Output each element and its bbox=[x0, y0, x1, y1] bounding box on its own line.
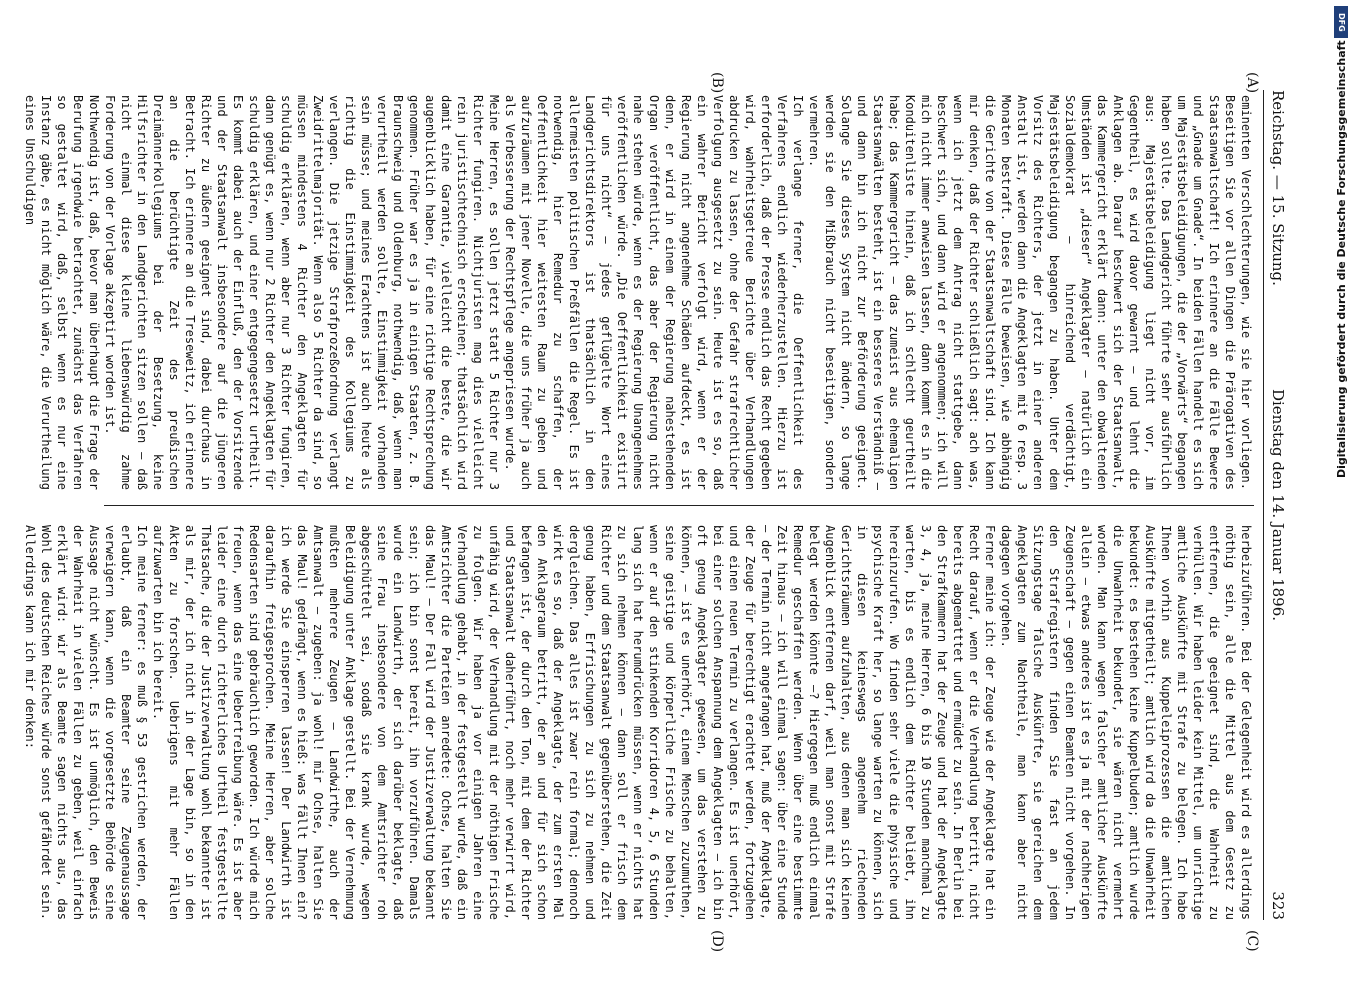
dfg-logo: DFG bbox=[1334, 6, 1348, 38]
header-rule bbox=[1263, 90, 1264, 920]
header-session: Reichstag. — 15. Sitzung. bbox=[1269, 90, 1287, 286]
paragraph: Ich meine ferner: es muß § 53 gestrichen werden, der erlaubt, daß ein Beamter seine Zeugenaussage verweigern kann, wenn die vorgesetzte Behörde seine Aussage nicht wünscht. Es ist unmöglich, den Beweis der Wahrheit in vielen Fällen zu geben, weil einfach erklärt wird: wir als Beamte sagen nichts aus, das Wohl des deutschen Reiches würde sonst gefährdet sein. Allerdings kann ich mir denken: bbox=[23, 525, 149, 920]
paragraph: Nothwendig ist, daß, bevor man überhaupt die Frage der Berufung irgendwie betrachtet, zunächst das Verfahren so gestaltet wird, daß, selbst wenn es nur eine Instanz gäbe, es nicht möglich wäre, die Verurtheilung eines Unschuldigen bbox=[23, 95, 101, 490]
column-divider bbox=[104, 505, 1254, 506]
margin-marker-a: (A) bbox=[1244, 72, 1260, 94]
page-number: 323 bbox=[1269, 891, 1287, 920]
paragraph: Ferner meine ich: der Zeuge wie der Angeklagte hat ein Recht darauf, wenn er die Verhandlung betritt, nicht bereits abgematttet und ermüdet zu sein. In Berlin bei den Strafkammern hat der Zeuge und hat der Angeklagte 3, 4, ja, meine Herren, 6 bis 10 Stunden manchmal zu warten, bis es endlich dem Richter beliebt, ihn hereinzurufen. Wo finden sehr viele die physische und psychische Kraft her, so lange warten zu können, sich in diesen keineswegs angenehm riechenden Gerichtsräumen aufzuhalten, aus denen man sich keinen Augenblick entfernen darf, weil man sonst mit Strafe belegt werden könnte —? Hiergegen muß endlich einmal Remedur geschaffen werden. Wenn über eine bestimmte Zeit hinaus — ich will einmal sagen: über eine Stunde — der Termin nicht angefangen hat, muß der Angeklagte, der Zeuge für berechtigt erachtet werden, fortzugehen und einen neuen Termin zu verlangen. Es ist unerhört, bei einer solchen Anspannung dem Angeklagten — ich bin oft genug Angeklagter gewesen, um das verstehen zu können, — ist es unerhört, einem Menschen zuzumuthen, seine geistige und körperliche Frische zu behalten, wenn er auf den stinkenden Korridoren 4, 5, 6 Stunden lang sich hat herumdrücken müssen, wenn er nichts hat zu sich nehmen können — dann soll er frisch dem Richter und dem Staatsanwalt gegenüberstehen, die Zeit genug haben, Erfrischungen zu sich zu nehmen und dergleichen. Das alles ist zwar rein formal; dennoch wirkt es so, daß der Angeklagte, der zum ersten Mal den Anklageraum betritt, der an und für sich schon befangen ist, der durch den Ton, mit dem der Richter und Staatsanwalt daherführt, noch mehr verwirrt wird, unfähig wird, der Verhandlung mit der nöthigen Frische zu folgen. Wir haben ja vor einigen Jahren eine Verhandlung gehabt, in der festgestellt wurde, daß ein Amtsrichter die Parteien anredete: Ochse, halten Sie das Maul! — Der Fall wird der Justizverwaltung bekannt sein; ich bin sonst bereit, ihn vorzuführen. Damals wurde ein Landwirth, der sich darüber beklagte, daß seine Frau insbesondere von dem Amtsrichter roh abgeschüttelt sei, sodaß sie krank wurde, wegen Beleidigung unter Anklage gestellt. Bei der Vernehmung mußten mehrere Zeugen — Landwirthe, auch der Amtsanwalt — zugeben: ja wohl! mir Ochse, halten Sie das Maul! gedrängt, wenn es hieß: was fällt Ihnen ein? ich werde Sie einsperren lassen! Der Landwirth ist daraufhin freigesprochen. Meine Herren, aber solche Redensarten sind gebräuchlich geworden. Ich würde mich freuen, wenn das eine Uebertreibung wäre. Es ist aber leider eine durch richterliches Urtheil festgestellte Thatsache, die der Justizverwaltung wohl bekannter ist als mir, der ich nicht in der Lage bin, so in den Akten zu forschen. Uebrigens mit mehr Fällen aufzuwarten bin ich bereit. bbox=[151, 525, 997, 920]
page-header bbox=[1266, 90, 1290, 920]
left-column bbox=[23, 95, 1254, 490]
paragraph: eminenten Verschlechterungen, wie sie hier vorliegen. Beseitigen Sie vor allen Dingen die Prärogativen des Staatsanwaltschaft! Ich erinnere an die Fälle Bewere und „Gnade um Gnade“. In beiden Fällen handelt es sich um Majestätsbeleidigungen, die der „Vorwärts“ begangen haben sollte. Das Landgericht führte sehr ausführlich aus: Majestätsbeleidigung liegt nicht vor, im Gegentheil, es wird davor gewarnt — und lehnt die Anklagen ab. Darauf beschwert sich der Staatsanwalt, das Kammergericht erklärt dann: unter den obwaltenden Umständen ist „dieser“ Angeklagter — natürlich ein Sozialdemokrat — hinreichend verdächtigt, Majestätsbeleidigung begangen zu haben. Unter dem Vorsitz des Richters, der jetzt in einer anderen Anstalt ist, werden dann die Angeklagten mit 6 resp. 3 Monaten bestraft. Diese Fälle beweisen, wie abhängig die Gerichte von der Staatsanwaltschaft sind. Ich kann mir denken, daß der Richter schließlich sagt: ach was, wenn ich jetzt dem Antrag nicht stattgebe, dann beschwert sich, und dann wird er angenommen; ich will mich nicht immer anweisen lassen, dann kommt es in die Konduitenliste hinein, daß ich schlecht geurtheilt habe; das Kammergericht — das zumeist aus ehemaligen Staatsanwälten besteht, ist ein besseres Verständniß — und dann bin ich nicht zur Beförderung geeignet. Solange Sie dieses System nicht ändern, so lange werden sie den Mißbrauch nicht beseitigen, sondern vermehren. bbox=[807, 95, 1253, 490]
margin-marker-b: (B) bbox=[709, 72, 725, 94]
digitization-note: Digitalisierung gefördert durch die Deutsche Forschungsgemeinschaft bbox=[1335, 40, 1348, 478]
header-date: Dienstag den 14. Januar 1896. bbox=[1269, 388, 1287, 622]
margin-marker-c: (C) bbox=[1244, 930, 1260, 952]
margin-marker-d: (D) bbox=[709, 930, 725, 953]
paragraph: herbeizuführen. Bei der Gelegenheit wird es allerdings nöthig sein, alle die Mittel aus dem Gesetz zu entfernen, die geeignet sind, die Wahrheit zu verhüllen. Wir haben leider kein Mittel, um unrichtige amtliche Auskünfte mit Strafe zu belegen. Ich habe Ihnen vorhin aus Kuppeleiprozessen die amtlichen Auskünfte mitgetheilt; amtlich wird da die Unwahrheit bekundet: es bestehen keine Kuppelbuden; amtlich wurde die Unwahrheit bekundet, sie wären nicht vermehrt worden. Man kann wegen falscher amtlicher Auskünfte allein — etwas anderes ist es ja mit der nachherigen Zeugenschaft — gegen einen Beamten nicht vorgehen. In den Strafregistern finden Sie fast an jedem Sitzungstage falsche Auskünfte, sie gereichen dem Angeklagten zum Nachtheile, man kann aber nicht dagegen vorgehen. bbox=[999, 525, 1253, 920]
right-column bbox=[23, 525, 1254, 920]
paragraph: Ich verlange ferner, die Oeffentlichkeit des Verfahrens endlich wiederherzustellen. Hierzu ist erforderlich, daß der Presse endlich das Recht gegeben wird, wahrheitsgetreue Berichte über Verhandlungen abdrucken zu lassen, ohne der Gefahr strafrechtlicher Verfolgung ausgesetzt zu sein. Heute ist es so, daß ein wahrer Bericht verfolgt wird, wenn er der Regierung nicht angenehme Schäden aufdeckt, es ist denn, er wird in einem der Regierung nahestehenden Organ veröffentlicht, das aber der Regierung nicht nahe stehen würde, wenn es der Regierung Unangenehmes veröffentlichen würde. „Die Oeffentlichkeit existirt für uns nicht“ — jedes geflügelte Wort eines Landgerichtsdirektors ist thatsächlich in den allermeisten politischen Preßfällen die Regel. Es ist notwendig, hier Remedur zu schaffen, der Oeffentlichkeit hier weitesten Raum zu geben und aufzuräumen mit jener Novelle, die uns früher ja auch als Verbesserung der Rechtspflege angepriesen wurde. bbox=[503, 95, 805, 490]
rotated-page bbox=[23, 0, 1300, 1000]
paragraph: Meine Herren, es sollen jetzt statt 5 Richter nur 3 Richter fungiren. Nichtjuristen mag dies vielleicht rein juristischtechnisch erscheinen; thatsächlich wird damit eine Garantie, vielleicht die beste, die wir augenblicklich haben, für eine richtige Rechtsprechung genommen. Früher war es ja in einigen Staaten, z. B. Braunschweig und Oldenburg, nothwendig, daß, wenn man verurtheilt werden sollte, Einstimmigkeit vorhanden sein müsse; und meines Erachtens ist auch heute als richtig die Einstimmigkeit des Kollegiums zu verlangen. Die jetzige Strafprozeßordnung verlangt Zweidrittelmajorität. Wenn also 5 Richter da sind, so müssen mindestens 4 Richter den Angeklagten für schuldig erklären, wenn aber nur 3 Richter fungiren, dann genügt es, wenn nur 2 Richter den Angeklagten für schuldig erklären, und einer entgegengesetzt urtheilt. Es kommt dabei auch der Einfluß, den der Vorsitzende und der Staatsanwalt insbesondere auf die jüngeren Richter zu äußern geeignet sind, dabei durchaus in Betracht. Ich erinnere an die Treseweitz, ich erinnere an die berüchtigte Zeit des preußischen Dreimännerkollegiums bei der Besetzung, keine Hilfsrichter in den Landgerichten sitzen sollen — daß nicht einmal diese kleine liebenswürdig zahme Forderung von der Vorlage akzeptirt worden ist. bbox=[103, 95, 501, 490]
